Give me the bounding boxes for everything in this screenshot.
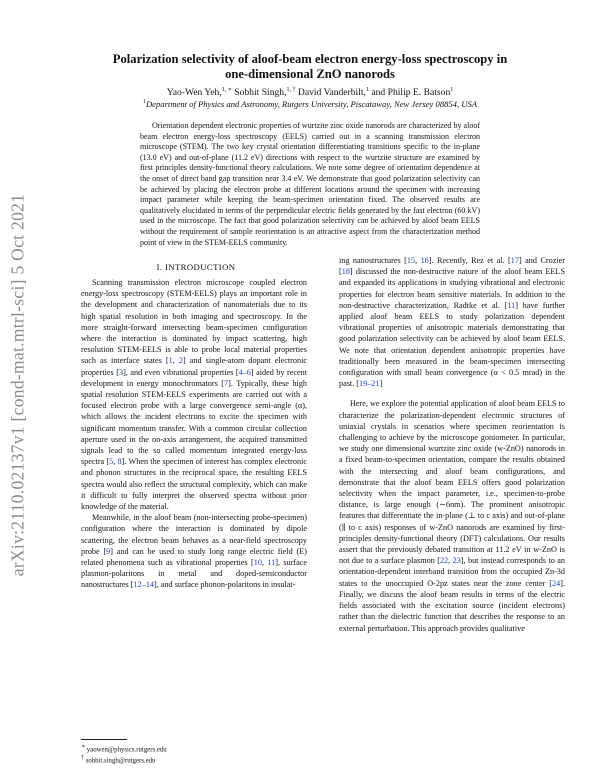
- footnotes: [81, 743, 167, 766]
- text-run: ]. When the specimen of interest has complex electronic and phonon structures in the reciprocal space, the resulting EELS spectra would also reflect the structural complexity, which can make it difficult to fully interpret the observed spectra without prior knowledge of the material.: [81, 457, 307, 512]
- citation-link[interactable]: 3: [118, 367, 124, 377]
- author-3: David Vanderbilt,: [297, 87, 366, 99]
- affiliation: [60, 99, 560, 109]
- citation-link[interactable]: 22: [439, 556, 449, 566]
- right-column: [339, 255, 565, 634]
- footnote-2-mark: †: [81, 755, 84, 762]
- text-run: ,: [261, 558, 268, 568]
- abstract: Orientation dependent electronic properties of wurtzite zinc oxide nanorods are characterized by aloof beam electron energy-loss spectroscopy (EELS) carried out in a scanning transmission electron microscope (STEM). The two key crystal orientation differentiating transitions specific to the in-plane (13.0 eV) and out-of-plane (11.2 eV) directions with respect to the wurtzite structure are examined by first principles density-functional theory calculations. We note some degree of orientation dependence at the onset of direct band gap transition near 3.4 eV. We demonstrate that good polarization selectivity can be achieved by placing the electron probe at different locations around the specimen with increasing impact parameter while keeping the beam-specimen orientation fixed. The observed results are qualitatively elucidated in terms of the perpendicular electric fields generated by the fast electron (60 kV) used in the microscope. The fact that good polarization selectivity can be achieved by aloof beam EELS without the requirement of sample reorientation is an attractive aspect from the characterization method point of view in the STEM-EELS community.: [140, 121, 480, 247]
- arxiv-identifier-sidebar: [4, 150, 32, 620]
- text-run: ] and single-atom dopant electronic properties [: [81, 356, 308, 377]
- author-1: Yao-Wen Yeh,: [166, 87, 222, 99]
- text-run: ] and can be used to study long range electric field (E) related phenomena such as vibrational properties [: [81, 546, 307, 568]
- citation-link[interactable]: 4–6: [238, 367, 251, 377]
- section-heading: I. INTRODUCTION: [156, 262, 236, 272]
- text-run: ,: [113, 457, 118, 467]
- intro-paragraph-1: [81, 277, 307, 512]
- text-run: ]: [379, 379, 383, 389]
- text-run: ]. Recently, Rez et al. [: [428, 256, 511, 265]
- affiliation-mark: 1: [142, 99, 146, 106]
- text-run: Scanning transmission electron microscope coupled electron energy-loss spectroscopy (STEM-EELS) plays an important role in the development and characterization of nanomaterials due to its high spatial resolution in both imaging and spectroscopy. In the more straight-forward intersecting beam-specimen configuration where the interaction is dominated by impact scattering, high resolution STEM-EELS is able to probe local material properties such as interface states [: [81, 278, 307, 366]
- title-line-1: Polarization selectivity of aloof-beam electron energy-loss spectroscopy in: [112, 52, 508, 66]
- text-run: Here, we explore the potential application of aloof beam EELS to characterize the polarization-dependent electronic structures of uniaxial crystals in scenarios where specimen reorientation is challenging to achieve by the microscope goniometer. In particular, we study one dimensional wurtzite zinc oxide (w-ZnO) nanorods in a fixed beam-to-specimen orientation, compare the results obtained with the intersecting and aloof beam configurations, and demonstrate that the aloof beam EELS offers good polarization selectivity when the impact parameter, i.e., specimen-to-probe distance, is large enough (∼6nm). The prominent anisotropic features that differentiate the in-plane (⊥ to c axis) and out-of-plane (∥ to c axis) responses of w-ZnO nanorods are examined by first-principles density-functional theory (DFT) calculations. Our results assert that the previously debated transition at 11.2 eV in w-ZnO is not due to a surface plasmon [: [339, 399, 565, 566]
- intro-paragraph-2: [81, 512, 307, 590]
- footnote-1: [81, 743, 167, 754]
- affiliation-text: Department of Physics and Astronomy, Rutgers University, Piscataway, New Jersey 08854, USA: [145, 99, 478, 109]
- author-4: and Philip E. Batson: [371, 87, 451, 99]
- author-2-mark: 1, †: [286, 87, 296, 93]
- email-link[interactable]: yaowen@physics.rutgers.edu: [86, 746, 167, 754]
- citation-link[interactable]: 11: [267, 558, 276, 568]
- citation-link[interactable]: 15: [406, 256, 416, 265]
- citation-link[interactable]: 12–14: [133, 580, 154, 590]
- intro-paragraph-continued: [339, 255, 565, 389]
- citation-link[interactable]: 16: [420, 256, 429, 265]
- text-run: ] discussed the non-destructive nature of the aloof beam EELS and expanded its applications in studying vibrational and electronic properties for electron beam sensitive materials. In addition to the non-destructive characterization, Radtke et al. [: [339, 267, 565, 310]
- author-1-mark: 1, ∗: [221, 87, 232, 93]
- title-line-2: one-dimensional ZnO nanorods: [225, 67, 395, 81]
- footnote-rule: [81, 739, 127, 740]
- citation-link[interactable]: 10: [253, 558, 262, 568]
- citation-link[interactable]: 9: [106, 546, 111, 556]
- intro-paragraph-3: [339, 398, 565, 633]
- author-4-mark: 1: [450, 87, 454, 93]
- text-run: ,: [172, 356, 179, 366]
- citation-link[interactable]: 1: [168, 356, 173, 366]
- text-run: ,: [448, 556, 453, 566]
- citation-link[interactable]: 23: [452, 556, 461, 566]
- text-run: ,: [415, 256, 421, 265]
- text-run: ing nanostructures [: [339, 256, 407, 265]
- citation-link[interactable]: 8: [117, 457, 122, 467]
- citation-link[interactable]: 18: [341, 267, 350, 277]
- paper-title: [60, 52, 560, 82]
- citation-link[interactable]: 7: [224, 378, 229, 388]
- footnote-1-mark: ∗: [81, 744, 86, 750]
- text-run: ]. Finally, we discuss the aloof beam results in terms of the electric fields associated with the excitation source (incident electrons) rather than the dielectric function that describes the response to an external perturbation. This approach provides qualitative: [339, 578, 565, 633]
- citation-link[interactable]: 5: [109, 457, 114, 467]
- citation-link[interactable]: 2: [178, 356, 183, 366]
- text-run: ], and surface phonon-polaritons in insulat-: [154, 580, 296, 590]
- author-3-mark: 1: [365, 87, 369, 93]
- author-list: [60, 86, 560, 98]
- citation-link[interactable]: 24: [552, 578, 561, 588]
- text-run: ] and Crozier [: [339, 256, 566, 277]
- citation-link[interactable]: 11: [507, 300, 516, 310]
- text-run: ]. Typically, these high spatial resolution STEM-EELS experiments are carried out with a focused electron probe with a large convergence semi-angle (α), which allows the incident electrons to excite the specimen with significant momentum transfer. With a common circular collection aperture used in the on-axis arrangement, the acquired transmitted signals lead to the so called momentum integrated energy-loss spectra [: [81, 378, 307, 467]
- footnote-2: [81, 754, 167, 765]
- text-run: Meanwhile, in the aloof beam (non-intersecting probe-specimen) configuration where the interaction is dominated by dipole scattering, the electron beam behaves as a near-field spectroscopy probe [: [81, 513, 307, 556]
- arxiv-identifier: arXiv:2110.02137v1 [cond-mat.mtrl-sci] 5 Oct 2021: [7, 193, 28, 577]
- email-link[interactable]: sobhit.singh@rutgers.edu: [85, 757, 156, 765]
- author-2: Sobhit Singh,: [234, 87, 287, 99]
- text-run: ], and even vibrational properties [: [123, 367, 239, 377]
- text-run: ], but instead corresponds to an orientation-dependent interband transition from the occupied Zn-3d states to the unoccupied O-2pz states near the zone center [: [339, 556, 565, 588]
- text-run: ] aided by recent development in energy monochromators [: [81, 367, 307, 388]
- left-column: [81, 277, 307, 591]
- citation-link[interactable]: 17: [510, 256, 519, 265]
- text-run: ], surface plasmon-polaritons in metal and doped-semiconductor nanostructures [: [81, 558, 307, 590]
- text-run: ] have further applied aloof beam EELS to study polarization dependent vibrational properties of anisotropic materials demonstrating that good polarization selectivity can be achieved by aloof beam EELS. We note that orientation dependent anisotropic properties have traditionally been measured in the beam-specimen intersecting configuration with small beam convergence (α < 0.5 mrad) in the past. [: [339, 300, 565, 389]
- citation-link[interactable]: 19–21: [359, 379, 380, 389]
